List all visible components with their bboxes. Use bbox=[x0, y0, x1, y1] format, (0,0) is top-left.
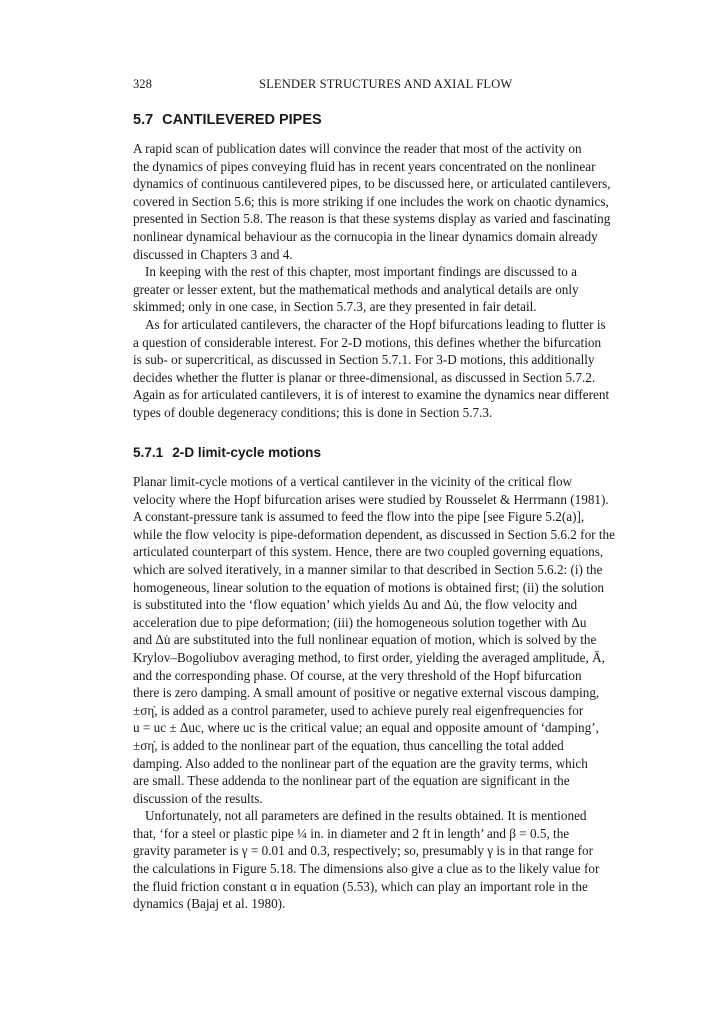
text-line: types of double degeneracy conditions; this is done in Section 5.7.3. bbox=[133, 404, 493, 420]
text-line: ±ση̇, is added as a control parameter, used to achieve purely real eigenfrequencies for bbox=[133, 702, 584, 718]
text-line: that, ‘for a steel or plastic pipe ¼ in. in diameter and 2 ft in length’ and β = 0.5, the bbox=[133, 825, 570, 841]
text-line: covered in Section 5.6; this is more striking if one includes the work on chaotic dynamics, bbox=[133, 193, 609, 209]
text-line: acceleration due to pipe deformation; (iii) the homogeneous solution together with Δu bbox=[133, 614, 587, 630]
section-title: CANTILEVERED PIPES bbox=[162, 112, 322, 128]
text-line: which are solved iteratively, in a manner similar to that described in Section 5.6.2: (i) the bbox=[133, 561, 603, 577]
text-line: greater or lesser extent, but the mathematical methods and analytical details are only bbox=[133, 281, 579, 297]
text-line: Again as for articulated cantilevers, it is of interest to examine the dynamics near different bbox=[133, 387, 610, 403]
paragraph bbox=[133, 316, 655, 422]
text-line: u = uc ± Δuc, where uc is the critical value; an equal and opposite amount of ‘damping’, bbox=[133, 720, 599, 736]
subsection-number: 5.7.1 bbox=[133, 445, 164, 460]
text-line: A rapid scan of publication dates will convince the reader that most of the activity on bbox=[133, 141, 582, 156]
text-line: As for articulated cantilevers, the character of the Hopf bifurcations leading to flutter is bbox=[145, 316, 606, 332]
section-number: 5.7 bbox=[133, 112, 154, 128]
text-line: dynamics (Bajaj et al. 1980). bbox=[133, 896, 286, 912]
text-line: is sub- or supercritical, as discussed in Section 5.7.1. For 3-D motions, this additionally bbox=[133, 352, 595, 368]
text-line: while the flow velocity is pipe-deformation dependent, as discussed in Section 5.6.2 for the bbox=[133, 526, 615, 542]
subsection-title: 2-D limit-cycle motions bbox=[172, 445, 322, 460]
text-line: skimmed; only in one case, in Section 5.7.3, are they presented in fair detail. bbox=[133, 299, 537, 315]
text-line: there is zero damping. A small amount of positive or negative external viscous damping, bbox=[133, 685, 600, 701]
text-line: nonlinear dynamical behaviour as the cornucopia in the linear dynamics domain already bbox=[133, 228, 598, 244]
text-line: ±ση̇, is added to the nonlinear part of the equation, thus cancelling the total added bbox=[133, 737, 564, 753]
text-line: the dynamics of pipes conveying fluid has in recent years concentrated on the nonlinear bbox=[133, 158, 596, 174]
section-body bbox=[133, 140, 655, 422]
running-title: SLENDER STRUCTURES AND AXIAL FLOW bbox=[259, 77, 513, 91]
text-line: Planar limit-cycle motions of a vertical cantilever in the vicinity of the critical flow bbox=[133, 474, 573, 489]
text-line: homogeneous, linear solution to the equation of motions is obtained first; (ii) the solution bbox=[133, 579, 605, 595]
text-line: decides whether the flutter is planar or three-dimensional, as discussed in Section 5.7.2. bbox=[133, 369, 596, 385]
text-line: discussed in Chapters 3 and 4. bbox=[133, 246, 293, 262]
section-heading bbox=[133, 109, 655, 131]
page-number: 328 bbox=[133, 77, 152, 91]
text-line: is substituted into the ‘flow equation’ which yields Δu and Δu̇, the flow velocity and bbox=[133, 597, 578, 613]
text-line: and the corresponding phase. Of course, at the very threshold of the Hopf bifurcation bbox=[133, 667, 582, 683]
text-line: velocity where the Hopf bifurcation arises were studied by Rousselet & Herrmann (1981). bbox=[133, 491, 609, 507]
text-line: In keeping with the rest of this chapter, most important findings are discussed to a bbox=[145, 264, 577, 280]
subsection-body bbox=[133, 473, 655, 913]
text-line: a question of considerable interest. For 2-D motions, this defines whether the bifurcation bbox=[133, 334, 602, 350]
text-line: Krylov–Bogoliubov averaging method, to first order, yielding the averaged amplitude, Ā, bbox=[133, 649, 605, 665]
paragraph bbox=[133, 807, 655, 913]
paragraph bbox=[133, 473, 655, 807]
running-head bbox=[133, 74, 655, 94]
text-line: A constant-pressure tank is assumed to feed the flow into the pipe [see Figure 5.2(a)], bbox=[133, 509, 585, 525]
text-line: and Δu̇ are substituted into the full nonlinear equation of motion, which is solved by the bbox=[133, 632, 597, 648]
text-line: the fluid friction constant α in equation (5.53), which can play an important role in the bbox=[133, 878, 588, 894]
text-line: dynamics of continuous cantilevered pipes, to be discussed here, or articulated cantilevers, bbox=[133, 176, 611, 192]
paragraph bbox=[133, 140, 655, 263]
text-line: Unfortunately, not all parameters are defined in the results obtained. It is mentioned bbox=[145, 808, 587, 824]
text-line: presented in Section 5.8. The reason is that these systems display as varied and fascinating bbox=[133, 211, 611, 227]
text-line: articulated counterpart of this system. Hence, there are two coupled governing equations, bbox=[133, 544, 604, 560]
text-line: discussion of the results. bbox=[133, 790, 263, 806]
text-line: gravity parameter is γ = 0.01 and 0.3, respectively; so, presumably γ is in that range for bbox=[133, 843, 594, 859]
text-line: damping. Also added to the nonlinear part of the equation are the gravity terms, which bbox=[133, 755, 588, 771]
text-line: are small. These addenda to the nonlinear part of the equation are significant in the bbox=[133, 773, 570, 789]
text-line: the calculations in Figure 5.18. The dimensions also give a clue as to the likely value for bbox=[133, 861, 600, 877]
subsection-heading bbox=[133, 443, 655, 463]
paragraph bbox=[133, 263, 655, 316]
